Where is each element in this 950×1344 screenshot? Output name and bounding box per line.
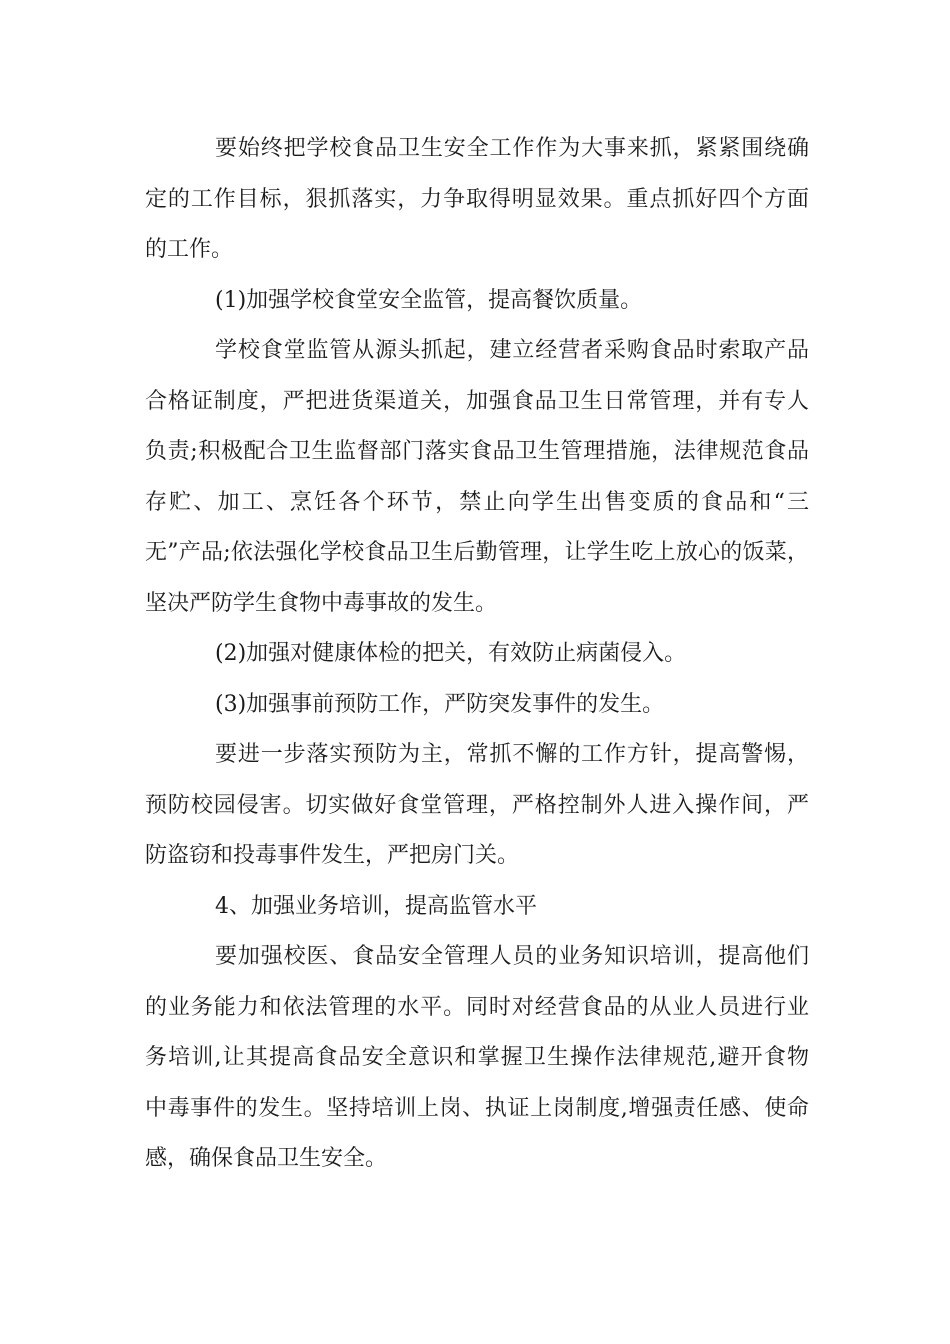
text-line: 坚决严防学生食物中毒事故的发生。 (145, 590, 498, 616)
paragraph-food-safety-priority (145, 124, 809, 276)
text-line: 要始终把学校食品卫生安全工作作为大事来抓，紧紧围绕确 (215, 136, 809, 161)
text-line: 防盗窃和投毒事件发生，严把房门关。 (145, 843, 520, 868)
heading-canteen-supervision (145, 276, 809, 327)
text-line: 要加强校医、食品安全管理人员的业务知识培训，提高他们 (215, 944, 809, 969)
text-line: 务培训,让其提高食品安全意识和掌握卫生操作法律规范,避开食物 (145, 1045, 809, 1070)
paragraph-prevention (145, 730, 809, 882)
text-line: (2)加强对健康体检的把关，有效防止病菌侵入。 (215, 641, 687, 666)
text-line: 要进一步落实预防为主，常抓不懈的工作方针，提高警惕， (215, 742, 809, 767)
text-line: 合格证制度，严把进货渠道关，加强食品卫生日常管理，并有专人 (145, 388, 809, 414)
heading-health-checkup (145, 629, 809, 680)
text-line: 的工作。 (145, 237, 234, 262)
text-line: 的业务能力和依法管理的水平。同时对经营食品的从业人员进行业 (145, 994, 809, 1020)
text-line: 感，确保食品卫生安全。 (145, 1146, 388, 1171)
text-line: (3)加强事前预防工作，严防突发事件的发生。 (215, 691, 665, 717)
text-line: 负责;积极配合卫生监督部门落实食品卫生管理措施，法律规范食品 (145, 439, 809, 464)
text-line: 存贮、加工、烹饪各个环节，禁止向学生出售变质的食品和“三 (145, 489, 809, 515)
text-line: (1)加强学校食堂安全监管，提高餐饮质量。 (215, 287, 643, 313)
paragraph-canteen-supervision (145, 326, 809, 629)
heading-prevention (145, 680, 809, 731)
text-line: 无”产品;依法强化学校食品卫生后勤管理，让学生吃上放心的饭菜， (145, 540, 809, 565)
text-line: 中毒事件的发生。坚持培训上岗、执证上岗制度,增强责任感、使命 (145, 1095, 809, 1121)
heading-training (145, 882, 809, 933)
text-line: 定的工作目标，狠抓落实，力争取得明显效果。重点抓好四个方面 (145, 186, 809, 212)
text-line: 学校食堂监管从源头抓起，建立经营者采购食品时索取产品 (215, 338, 809, 363)
text-line: 4、加强业务培训，提高监管水平 (215, 893, 537, 919)
text-line: 预防校园侵害。切实做好食堂管理，严格控制外人进入操作间，严 (145, 792, 809, 818)
paragraph-training (145, 932, 809, 1185)
document-body (145, 124, 809, 1185)
